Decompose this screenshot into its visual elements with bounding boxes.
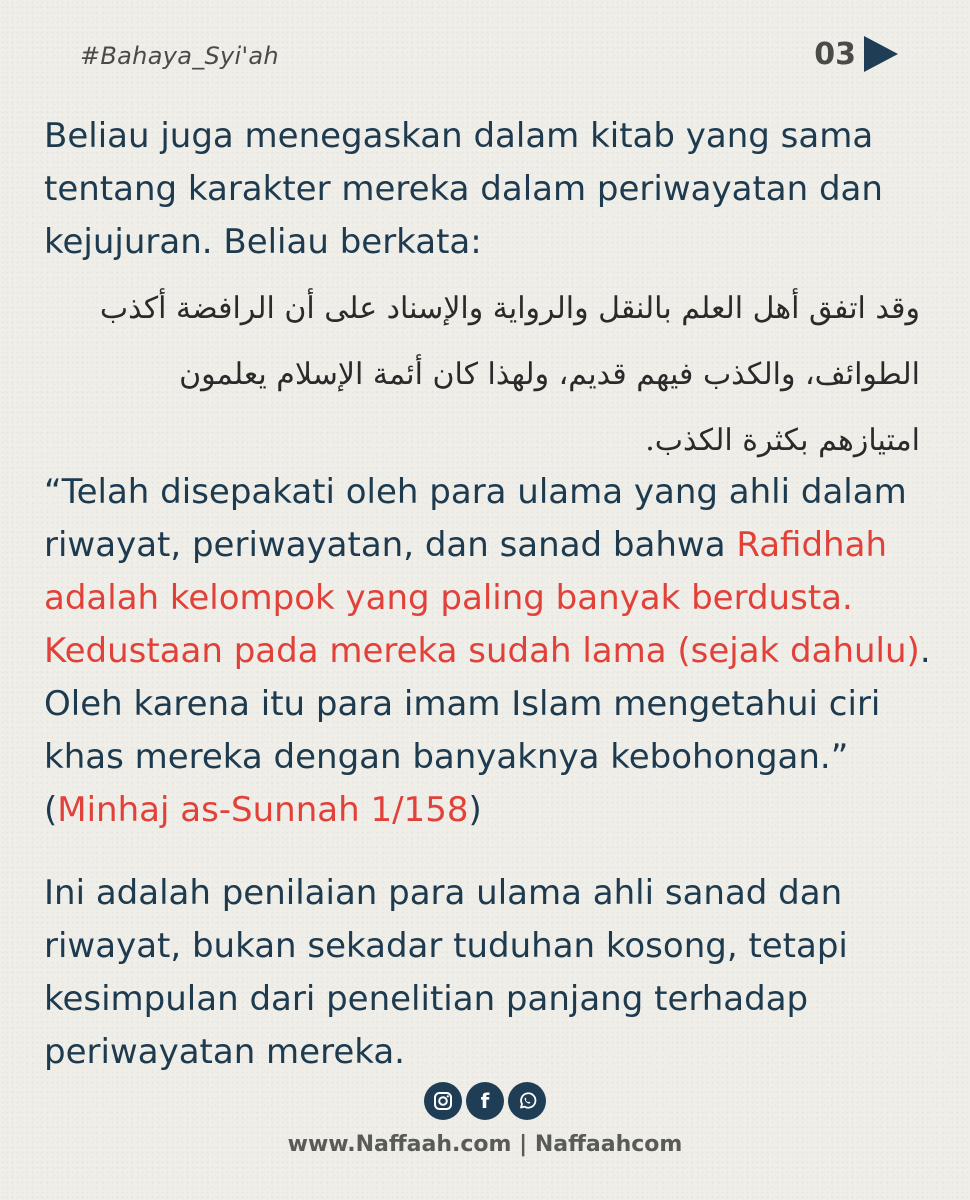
quote-highlight: Rafidhah adalah kelompok yang paling banyak berdusta. Kedustaan pada mereka sudah lama (sejak dahulu) [44,525,920,671]
translation-quote [44,466,934,837]
intro-paragraph: Beliau juga menegaskan dalam kitab yang sama tentang karakter mereka dalam periwayatan dan kejujuran. Beliau berkata: [44,116,883,262]
whatsapp-icon[interactable] [508,1082,546,1120]
instagram-icon[interactable] [424,1082,462,1120]
page-number: 03 [814,36,856,72]
quote-text: “Telah disepakati oleh para ulama yang ahli dalam riwayat, periwayatan, dan sanad bahwa [44,472,907,565]
closing-paragraph: Ini adalah penilaian para ulama ahli sanad dan riwayat, bukan sekadar tuduhan kosong, tetapi kesimpulan dari penelitian panjang terhadap periwayatan mereka. [44,873,848,1072]
social-handle[interactable]: Naffaahcom [534,1132,683,1157]
footer-links [0,1132,970,1157]
quote-text-end: ) [468,790,482,830]
arabic-quote [99,276,920,474]
arabic-line: وقد اتفق أهل العلم بالنقل والرواية والإسناد على أن الرافضة أكذب [99,291,920,326]
arabic-line: الطوائف، والكذب فيهم قديم، ولهذا كان أئمة الإسلام يعلمون [179,357,920,392]
footer-separator: | [519,1132,528,1157]
quote-text-continued: . Oleh karena itu para imam Islam mengetahui ciri khas mereka dengan banyaknya kebohongan.” ( [44,631,931,830]
page-indicator [814,36,898,72]
facebook-icon[interactable] [466,1082,504,1120]
quote-source: Minhaj as-Sunnah 1/158 [57,790,469,830]
hashtag-label: #Bahaya_Syi'ah [80,42,279,70]
social-icons [0,1082,970,1120]
arabic-line: امتيازهم بكثرة الكذب. [645,423,920,458]
play-triangle-icon[interactable] [864,36,898,72]
facebook-letter: f [480,1090,490,1112]
website-link[interactable]: www.Naffaah.com [287,1132,512,1157]
